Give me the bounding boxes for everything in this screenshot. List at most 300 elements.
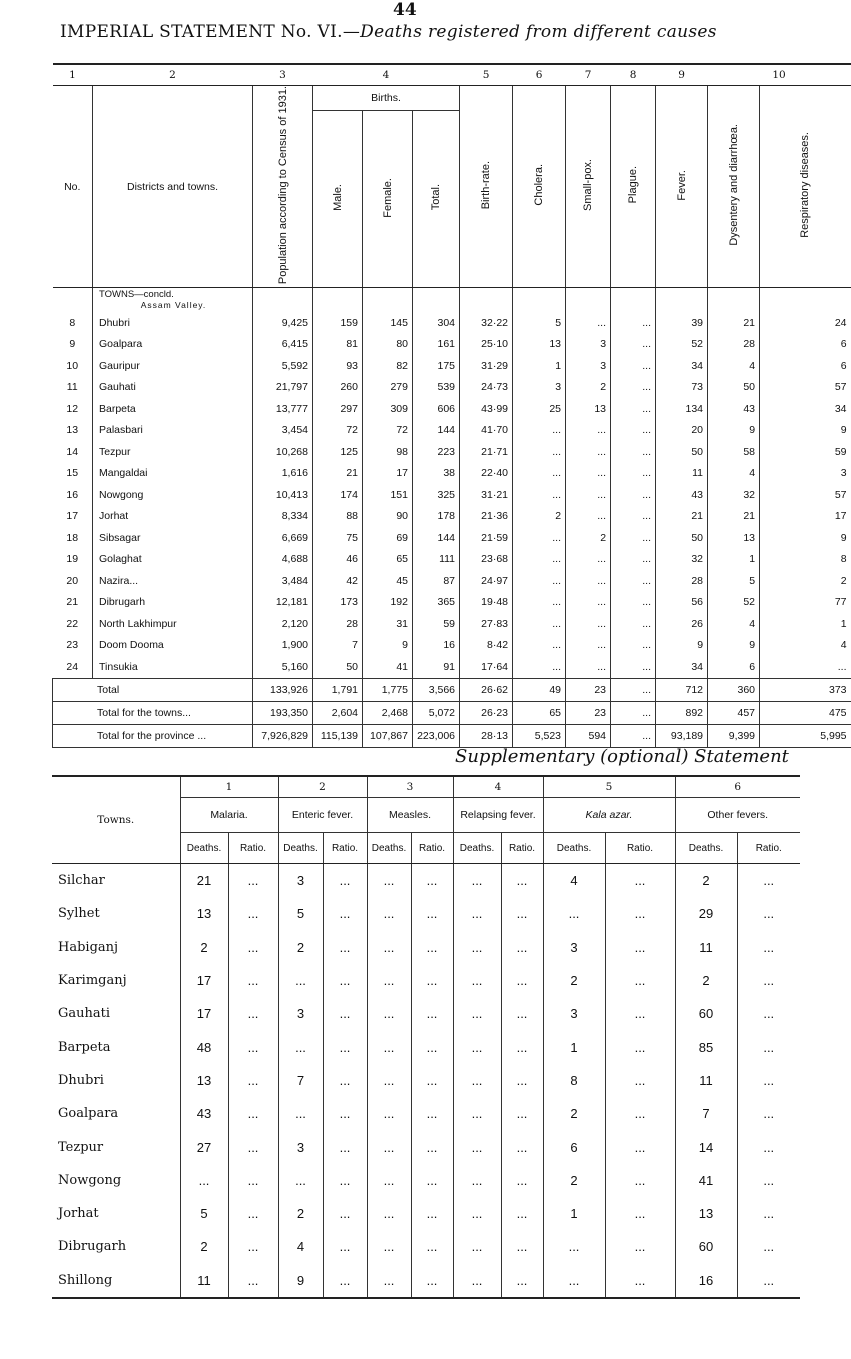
cell-cholera: ... [513, 656, 566, 678]
empty-cell [313, 288, 363, 313]
cell-smallpox: 23 [566, 701, 611, 724]
cell-female: 145 [363, 312, 413, 334]
cell-plague: ... [611, 701, 656, 724]
cell-female: 17 [363, 463, 413, 485]
cell-dys: 43 [708, 398, 760, 420]
supp-cell: ... [228, 964, 278, 997]
cell-male: 75 [313, 527, 363, 549]
empty-cell [413, 288, 460, 313]
supp-cell: ... [501, 964, 543, 997]
supp-cell: ... [323, 864, 367, 898]
cell-cholera: 49 [513, 678, 566, 701]
supp-cell: ... [501, 1097, 543, 1130]
supp-cell: 1 [543, 1030, 605, 1063]
total-row [53, 678, 851, 701]
table-row [53, 506, 851, 528]
supp-row [52, 1064, 800, 1097]
cell-plague: ... [611, 463, 656, 485]
cell-resp: 9 [760, 527, 851, 549]
supp-cell: 17 [180, 997, 228, 1030]
table-row [53, 441, 851, 463]
cell-rate: 24·97 [460, 570, 513, 592]
town-name: Gauripur [93, 355, 253, 377]
group-other-fevers: Other fevers. [675, 798, 800, 833]
supp-cell: ... [737, 997, 800, 1030]
cell-total: 223,006 [413, 724, 460, 747]
supp-cell: 2 [675, 964, 737, 997]
cell-smallpox: ... [566, 441, 611, 463]
supp-cell: ... [501, 1164, 543, 1197]
cell-rate: 17·64 [460, 656, 513, 678]
cell-resp: 3 [760, 463, 851, 485]
supp-cell: ... [367, 1230, 411, 1263]
supp-cell: ... [323, 1164, 367, 1197]
supp-cell: 2 [180, 931, 228, 964]
supp-cell: 9 [278, 1264, 323, 1298]
town-name: Golaghat [93, 549, 253, 571]
section-heading [93, 288, 253, 313]
cell-fever: 56 [656, 592, 708, 614]
cell-dys: 32 [708, 484, 760, 506]
cell-fever: 26 [656, 613, 708, 635]
supp-cell: 41 [675, 1164, 737, 1197]
header-dysentery: Dysentery and diarrhœa. [708, 86, 760, 288]
town-name: Nowgong [58, 1172, 122, 1188]
supp-cell: 2 [278, 1197, 323, 1230]
cell-male: 81 [313, 334, 363, 356]
cell-dys: 6 [708, 656, 760, 678]
cell-dys: 1 [708, 549, 760, 571]
cell-male: 297 [313, 398, 363, 420]
supp-cell: ... [411, 1064, 453, 1097]
cell-pop: 133,926 [253, 678, 313, 701]
row-number: 15 [66, 467, 79, 480]
town-name: Dibrugarh [93, 592, 253, 614]
town-name: Sibsagar [93, 527, 253, 549]
supp-cell: 13 [180, 897, 228, 930]
cell-male: 88 [313, 506, 363, 528]
cell-rate: 26·62 [460, 678, 513, 701]
cell-total: 175 [413, 355, 460, 377]
supp-cell: ... [737, 931, 800, 964]
supp-cell: ... [411, 964, 453, 997]
col-num: 2 [93, 64, 253, 86]
supp-cell: ... [605, 1264, 675, 1298]
section-title: TOWNS—concld. [99, 289, 174, 301]
supp-header-towns: Towns. [52, 776, 180, 864]
cell-rate: 41·70 [460, 420, 513, 442]
cell-rate: 19·48 [460, 592, 513, 614]
cell-cholera: ... [513, 592, 566, 614]
cell-resp: 24 [760, 312, 851, 334]
town-name: Doom Dooma [93, 635, 253, 657]
empty-cell [566, 288, 611, 313]
row-number: 13 [66, 424, 79, 437]
cell-total: 178 [413, 506, 460, 528]
cell-rate: 43·99 [460, 398, 513, 420]
cell-smallpox: 13 [566, 398, 611, 420]
cell-plague: ... [611, 656, 656, 678]
supp-cell: 13 [675, 1197, 737, 1230]
supp-cell: 2 [180, 1230, 228, 1263]
header-population: Population according to Census of 1931. [253, 86, 313, 288]
supp-cell: 2 [278, 931, 323, 964]
cell-male: 173 [313, 592, 363, 614]
supp-cell: ... [323, 1130, 367, 1163]
cell-male: 72 [313, 420, 363, 442]
supp-cell: ... [278, 1030, 323, 1063]
supp-cell: ... [228, 897, 278, 930]
cell-smallpox: 3 [566, 334, 611, 356]
town-name: Dibrugarh [58, 1239, 127, 1255]
cell-pop: 5,592 [253, 355, 313, 377]
town-name: Gauhati [58, 1006, 111, 1022]
supp-cell: ... [605, 864, 675, 898]
row-number: 24 [66, 660, 79, 673]
supp-cell: ... [501, 931, 543, 964]
header-row-1 [53, 86, 851, 111]
supp-cell: ... [501, 1197, 543, 1230]
town-name: Goalpara [58, 1106, 119, 1122]
total-row [53, 724, 851, 747]
page-number: 44 [393, 0, 417, 20]
supp-cell: ... [411, 864, 453, 898]
cell-dys: 4 [708, 463, 760, 485]
cell-female: 9 [363, 635, 413, 657]
supp-row [52, 1264, 800, 1298]
cell-fever: 712 [656, 678, 708, 701]
empty-cell [611, 288, 656, 313]
cell-female: 69 [363, 527, 413, 549]
cell-pop: 9,425 [253, 312, 313, 334]
supp-cell: ... [411, 931, 453, 964]
cell-total: 606 [413, 398, 460, 420]
col-num: 10 [708, 64, 851, 86]
supplementary-table [52, 775, 800, 1299]
town-name: Tezpur [93, 441, 253, 463]
supp-cell: ... [737, 864, 800, 898]
cell-plague: ... [611, 334, 656, 356]
cell-plague: ... [611, 377, 656, 399]
supp-cell: ... [453, 1230, 501, 1263]
cell-smallpox: ... [566, 613, 611, 635]
town-name: Jorhat [58, 1206, 99, 1222]
sub-ratio: Ratio. [323, 833, 367, 864]
sub-deaths: Deaths. [453, 833, 501, 864]
supp-cell: ... [501, 1130, 543, 1163]
table-row [53, 398, 851, 420]
supp-cell: ... [605, 931, 675, 964]
header-total: Total. [413, 111, 460, 288]
row-number: 8 [69, 316, 76, 329]
cell-resp: 57 [760, 377, 851, 399]
supp-cell: ... [453, 897, 501, 930]
cell-fever: 20 [656, 420, 708, 442]
title-italic: Deaths registered from different causes [360, 22, 717, 42]
supp-cell: ... [367, 864, 411, 898]
cell-total: 365 [413, 592, 460, 614]
table-row [53, 656, 851, 678]
cell-cholera: 5 [513, 312, 566, 334]
sub-ratio: Ratio. [228, 833, 278, 864]
supp-cell: ... [411, 1130, 453, 1163]
cell-female: 90 [363, 506, 413, 528]
supp-cell: 4 [278, 1230, 323, 1263]
table-row [53, 312, 851, 334]
cell-smallpox: ... [566, 635, 611, 657]
row-number: 14 [66, 445, 79, 458]
cell-total: 539 [413, 377, 460, 399]
cell-pop: 1,900 [253, 635, 313, 657]
supp-cell: ... [367, 1064, 411, 1097]
table-row [53, 377, 851, 399]
cell-rate: 25·10 [460, 334, 513, 356]
supp-row [52, 864, 800, 898]
sub-deaths: Deaths. [675, 833, 737, 864]
cell-dys: 28 [708, 334, 760, 356]
header-cholera: Cholera. [513, 86, 566, 288]
sub-deaths: Deaths. [180, 833, 228, 864]
cell-fever: 73 [656, 377, 708, 399]
supp-cell: 27 [180, 1130, 228, 1163]
town-name: Goalpara [93, 334, 253, 356]
supp-cell: ... [228, 1030, 278, 1063]
cell-fever: 34 [656, 355, 708, 377]
supp-cell: ... [453, 1064, 501, 1097]
cell-pop: 6,669 [253, 527, 313, 549]
cell-male: 174 [313, 484, 363, 506]
supp-cell: ... [543, 897, 605, 930]
supp-cell: 7 [278, 1064, 323, 1097]
column-number-row [53, 64, 851, 86]
cell-male: 115,139 [313, 724, 363, 747]
cell-male: 7 [313, 635, 363, 657]
cell-smallpox: ... [566, 463, 611, 485]
group-malaria: Malaria. [180, 798, 278, 833]
supp-cell: 11 [180, 1264, 228, 1298]
supp-cell: ... [323, 1197, 367, 1230]
cell-plague: ... [611, 312, 656, 334]
cell-total: 223 [413, 441, 460, 463]
empty-cell [513, 288, 566, 313]
col-num: 8 [611, 64, 656, 86]
supp-cell: ... [543, 1264, 605, 1298]
row-number: 17 [66, 510, 79, 523]
cell-cholera: ... [513, 484, 566, 506]
sub-deaths: Deaths. [543, 833, 605, 864]
sub-ratio: Ratio. [737, 833, 800, 864]
cell-fever: 34 [656, 656, 708, 678]
cell-smallpox: 2 [566, 527, 611, 549]
cell-rate: 32·22 [460, 312, 513, 334]
header-female: Female. [363, 111, 413, 288]
supp-cell: 3 [278, 864, 323, 898]
total-label: Total for the province ... [53, 724, 253, 747]
cell-total: 87 [413, 570, 460, 592]
supp-cell: ... [367, 997, 411, 1030]
col-num: 1 [180, 776, 278, 798]
cell-male: 159 [313, 312, 363, 334]
cell-fever: 134 [656, 398, 708, 420]
town-name: Karimganj [58, 973, 127, 989]
table-row [53, 570, 851, 592]
cell-female: 2,468 [363, 701, 413, 724]
supp-cell: ... [228, 1064, 278, 1097]
col-num: 4 [313, 64, 460, 86]
cell-resp: 2 [760, 570, 851, 592]
cell-pop: 10,268 [253, 441, 313, 463]
cell-pop: 6,415 [253, 334, 313, 356]
supp-row [52, 931, 800, 964]
supp-cell: ... [411, 1030, 453, 1063]
supp-cell: ... [605, 997, 675, 1030]
cell-fever: 892 [656, 701, 708, 724]
supp-cell: 2 [543, 1164, 605, 1197]
cell-dys: 52 [708, 592, 760, 614]
supp-cell: 1 [543, 1197, 605, 1230]
cell-total: 3,566 [413, 678, 460, 701]
supp-cell: ... [453, 1097, 501, 1130]
cell-smallpox: 594 [566, 724, 611, 747]
cell-cholera: ... [513, 441, 566, 463]
supp-cell: 60 [675, 1230, 737, 1263]
cell-female: 45 [363, 570, 413, 592]
cell-female: 309 [363, 398, 413, 420]
supp-cell: 6 [543, 1130, 605, 1163]
sub-ratio: Ratio. [411, 833, 453, 864]
cell-dys: 5 [708, 570, 760, 592]
header-birth-rate: Birth-rate. [460, 86, 513, 288]
row-number: 19 [66, 553, 79, 566]
cell-resp: 373 [760, 678, 851, 701]
supp-cell: ... [605, 1030, 675, 1063]
cell-cholera: ... [513, 549, 566, 571]
cell-male: 93 [313, 355, 363, 377]
header-districts: Districts and towns. [93, 86, 253, 288]
town-name: Dhubri [58, 1072, 104, 1088]
supp-cell: 5 [278, 897, 323, 930]
town-name: Gauhati [93, 377, 253, 399]
table-row [53, 527, 851, 549]
supp-cell: ... [228, 864, 278, 898]
row-number: 23 [66, 639, 79, 652]
cell-pop: 13,777 [253, 398, 313, 420]
supp-cell: ... [323, 1097, 367, 1130]
row-number [53, 288, 93, 313]
cell-dys: 9,399 [708, 724, 760, 747]
cell-smallpox: ... [566, 570, 611, 592]
town-name: Barpeta [58, 1039, 111, 1055]
header-respiratory: Respiratory diseases. [760, 86, 851, 288]
cell-cholera: ... [513, 420, 566, 442]
cell-plague: ... [611, 549, 656, 571]
cell-female: 107,867 [363, 724, 413, 747]
cell-fever: 28 [656, 570, 708, 592]
cell-cholera: 1 [513, 355, 566, 377]
town-name: Palasbari [93, 420, 253, 442]
col-num: 6 [513, 64, 566, 86]
supp-cell: ... [453, 1164, 501, 1197]
supp-cell: ... [453, 1130, 501, 1163]
cell-resp: 1 [760, 613, 851, 635]
row-number: 21 [66, 596, 79, 609]
cell-pop: 5,160 [253, 656, 313, 678]
empty-cell [656, 288, 708, 313]
cell-total: 144 [413, 420, 460, 442]
table-row [53, 635, 851, 657]
cell-plague: ... [611, 420, 656, 442]
supp-cell: ... [605, 1164, 675, 1197]
supp-cell: 85 [675, 1030, 737, 1063]
cell-smallpox: ... [566, 484, 611, 506]
supp-cell: 2 [543, 964, 605, 997]
cell-resp: ... [760, 656, 851, 678]
cell-fever: 50 [656, 441, 708, 463]
supp-cell: 11 [675, 931, 737, 964]
row-number: 10 [66, 359, 79, 372]
supp-cell: ... [453, 1264, 501, 1298]
cell-female: 82 [363, 355, 413, 377]
row-number: 12 [66, 402, 79, 415]
cell-female: 1,775 [363, 678, 413, 701]
supp-cell: ... [228, 1130, 278, 1163]
supp-cell: 13 [180, 1064, 228, 1097]
cell-fever: 43 [656, 484, 708, 506]
cell-female: 279 [363, 377, 413, 399]
row-number: 22 [66, 617, 79, 630]
supp-row [52, 1030, 800, 1063]
supp-column-number-row [52, 776, 800, 798]
cell-resp: 8 [760, 549, 851, 571]
cell-total: 59 [413, 613, 460, 635]
cell-pop: 3,484 [253, 570, 313, 592]
cell-dys: 457 [708, 701, 760, 724]
supp-cell: ... [228, 1164, 278, 1197]
cell-dys: 50 [708, 377, 760, 399]
supp-cell: ... [737, 1164, 800, 1197]
cell-pop: 8,334 [253, 506, 313, 528]
cell-plague: ... [611, 613, 656, 635]
cell-cholera: ... [513, 635, 566, 657]
cell-resp: 5,995 [760, 724, 851, 747]
cell-dys: 9 [708, 420, 760, 442]
supp-cell: 60 [675, 997, 737, 1030]
town-name: Dhubri [93, 312, 253, 334]
cell-rate: 31·29 [460, 355, 513, 377]
supp-cell: ... [737, 1130, 800, 1163]
supp-cell: ... [323, 1264, 367, 1298]
cell-rate: 21·59 [460, 527, 513, 549]
supp-cell: ... [367, 1264, 411, 1298]
cell-total: 38 [413, 463, 460, 485]
supp-cell: ... [323, 1230, 367, 1263]
supp-cell: ... [367, 964, 411, 997]
cell-dys: 4 [708, 355, 760, 377]
cell-smallpox: ... [566, 312, 611, 334]
supp-cell: ... [605, 1197, 675, 1230]
cell-cholera: ... [513, 463, 566, 485]
cell-resp: 6 [760, 355, 851, 377]
empty-cell [253, 288, 313, 313]
total-row [53, 701, 851, 724]
cell-rate: 28·13 [460, 724, 513, 747]
cell-male: 260 [313, 377, 363, 399]
cell-female: 41 [363, 656, 413, 678]
cell-female: 31 [363, 613, 413, 635]
group-enteric: Enteric fever. [278, 798, 367, 833]
sub-deaths: Deaths. [367, 833, 411, 864]
cell-pop: 12,181 [253, 592, 313, 614]
